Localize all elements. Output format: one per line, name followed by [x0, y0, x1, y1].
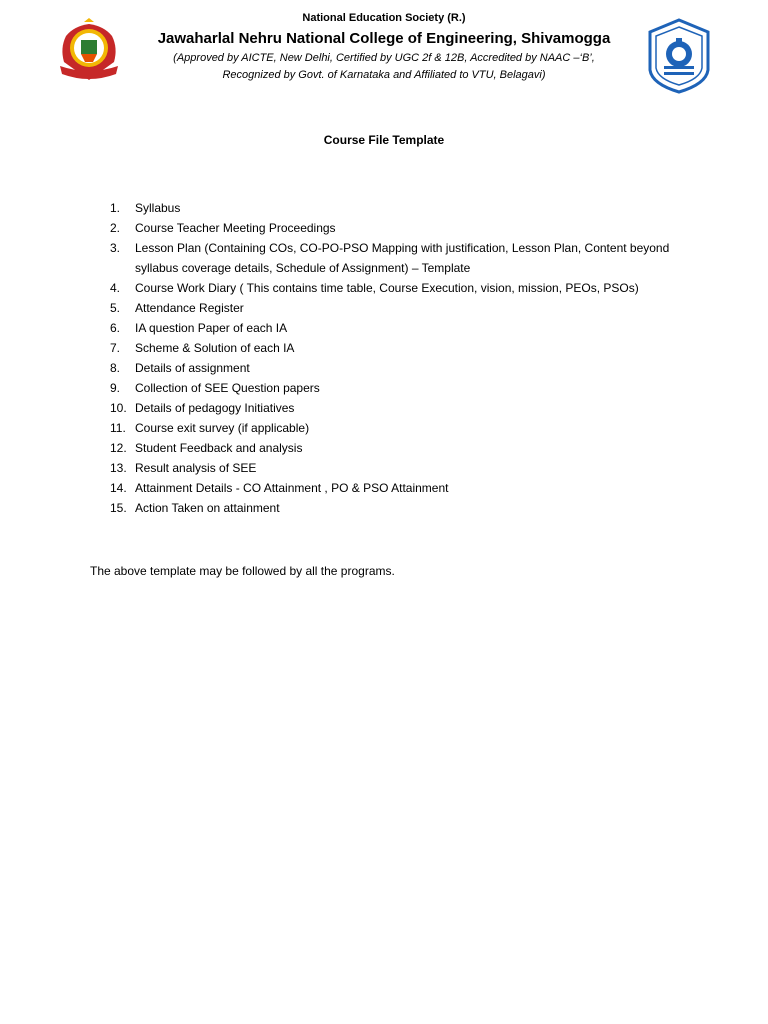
item-text: Attendance Register [135, 301, 244, 315]
item-number: 12. [110, 441, 127, 455]
item-number: 15. [110, 501, 127, 515]
item-text: Course Work Diary ( This contains time table, Course Execution, vision, mission, PEOs, PSOs) [135, 281, 639, 295]
item-number: 3. [110, 241, 121, 255]
item-text: Course exit survey (if applicable) [135, 421, 310, 435]
item-number: 7. [110, 341, 121, 355]
letterhead [0, 0, 768, 100]
list-item [110, 218, 670, 238]
item-number: 14. [110, 481, 127, 495]
item-number: 13. [110, 461, 127, 475]
item-text: Course Teacher Meeting Proceedings [135, 221, 336, 235]
item-text: Lesson Plan (Containing COs, CO-PO-PSO Mapping with justification, Lesson Plan, Content beyond syllabus coverage details, Schedule of Assignment) – Template [135, 241, 670, 275]
list-item [110, 458, 670, 478]
list-item [110, 498, 670, 518]
college-name: Jawaharlal Nehru National College of Engineering, Shivamogga [157, 30, 611, 47]
approval-line-1: (Approved by AICTE, New Delhi, Certified by UGC 2f & 12B, Accredited by NAAC –‘B’, [173, 52, 595, 64]
document-title: Course File Template [323, 133, 445, 147]
list-item [110, 318, 670, 338]
item-number: 8. [110, 361, 121, 375]
list-item [110, 438, 670, 458]
item-number: 4. [110, 281, 121, 295]
list-item [110, 478, 670, 498]
item-text: Details of assignment [135, 361, 250, 375]
item-number: 1. [110, 201, 121, 215]
item-number: 6. [110, 321, 121, 335]
item-number: 2. [110, 221, 121, 235]
closing-note: The above template may be followed by all the programs. [90, 564, 395, 578]
item-number: 9. [110, 381, 121, 395]
list-item [110, 238, 670, 278]
item-number: 11. [110, 421, 126, 435]
society-name: National Education Society (R.) [302, 12, 466, 24]
list-item [110, 338, 670, 358]
item-text: Details of pedagogy Initiatives [135, 401, 295, 415]
list-item [110, 278, 670, 298]
list-item [110, 298, 670, 318]
item-number: 10. [110, 401, 127, 415]
item-number: 5. [110, 301, 121, 315]
course-file-items [110, 198, 670, 518]
item-text: IA question Paper of each IA [135, 321, 288, 335]
item-text: Student Feedback and analysis [135, 441, 303, 455]
approval-line-2: Recognized by Govt. of Karnataka and Affiliated to VTU, Belagavi) [222, 69, 546, 81]
item-text: Attainment Details - CO Attainment , PO & PSO Attainment [135, 481, 449, 495]
jnnce-seal-logo [646, 18, 712, 94]
list-item [110, 358, 670, 378]
item-text: Scheme & Solution of each IA [135, 341, 295, 355]
list-item [110, 418, 670, 438]
item-text: Result analysis of SEE [135, 461, 257, 475]
list-item [110, 198, 670, 218]
list-item [110, 378, 670, 398]
item-text: Collection of SEE Question papers [135, 381, 320, 395]
item-text: Syllabus [135, 201, 181, 215]
list-item [110, 398, 670, 418]
item-text: Action Taken on attainment [135, 501, 280, 515]
